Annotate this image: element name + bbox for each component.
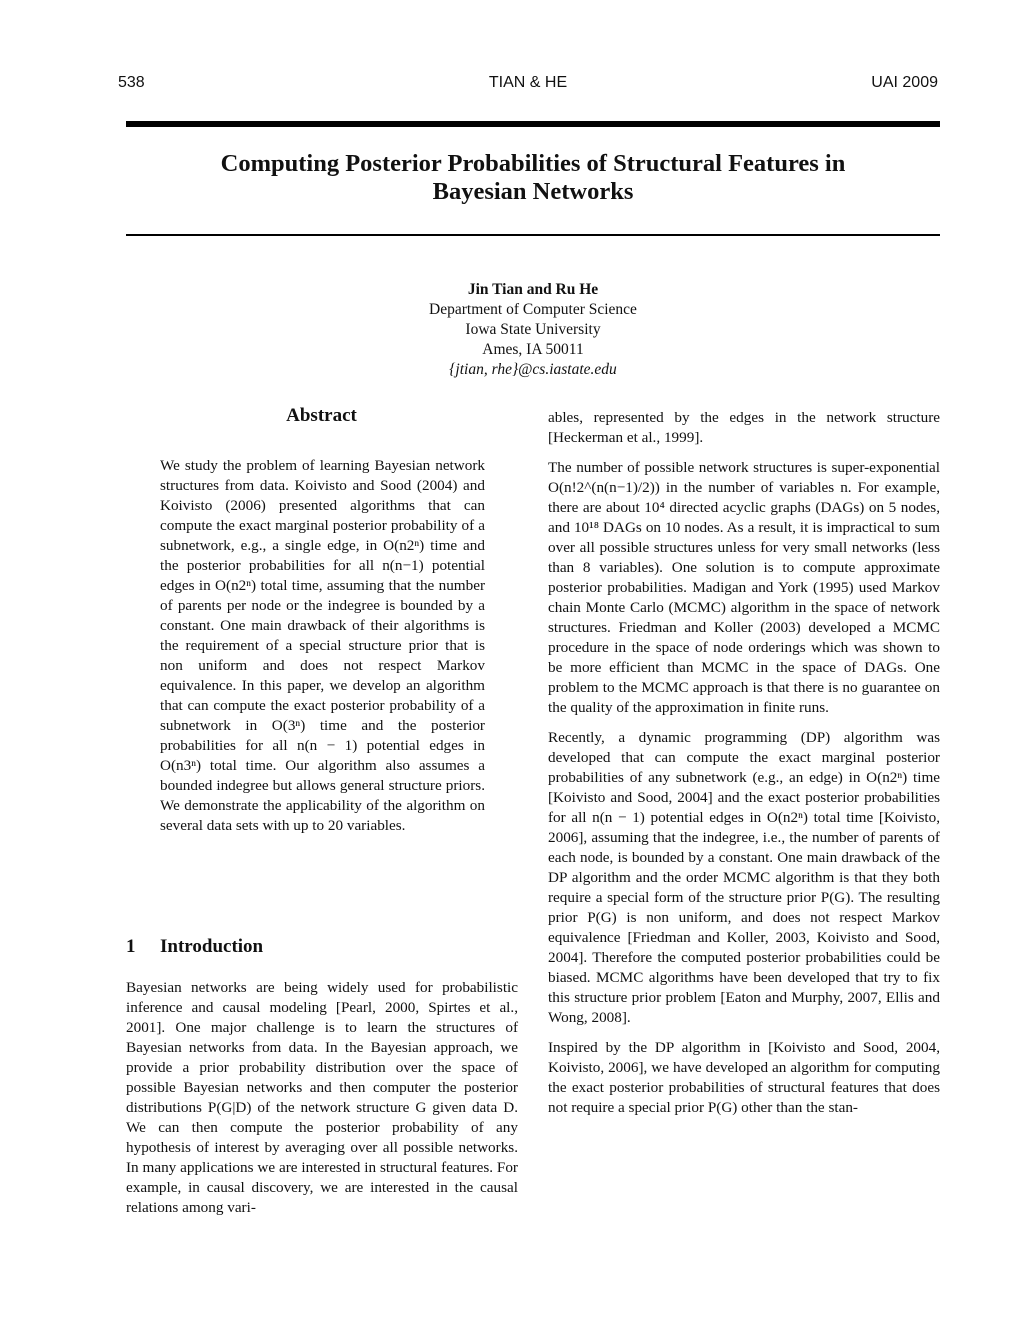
right-column xyxy=(548,408,940,1128)
title-line-1: Computing Posterior Probabilities of Structural Features in xyxy=(220,150,846,177)
paper-title xyxy=(126,150,940,206)
abstract-body xyxy=(160,456,485,846)
section-number: 1 xyxy=(126,936,136,957)
author-university: Iowa State University xyxy=(465,321,601,338)
author-department: Department of Computer Science xyxy=(429,301,637,318)
right-paragraph-0: ables, represented by the edges in the network structure [Heckerman et al., 1999]. xyxy=(548,409,940,446)
section-heading-introduction xyxy=(126,936,517,958)
title-line-2: Bayesian Networks xyxy=(432,178,634,205)
author-names: Jin Tian and Ru He xyxy=(467,281,599,298)
right-paragraph-1: The number of possible network structures is super-exponential O(n!2^(n(n−1)/2)) in the number of variables n. For example, there are about 10⁴ directed acyclic graphs (DAGs) on 5 nodes, and 10¹⁸ DAGs on 10 nodes. As a result, it is impractical to sum over all possible structures unless for very small networks (less than 8 variables). One solution is to compute approximate posterior probabilities. Madigan and York (1995) used Markov chain Monte Carlo (MCMC) algorithm in the space of network structures. Friedman and Koller (2003) developed a MCMC procedure in the space of node orderings which was shown to be more efficient than MCMC in the space of DAGs. One problem to the MCMC approach is that there is no guarantee on the quality of the approximation in finite runs. xyxy=(548,459,940,716)
section-title: Introduction xyxy=(160,936,264,957)
right-paragraph-3: Inspired by the DP algorithm in [Koivisto and Sood, 2004, Koivisto, 2006], we have developed an algorithm for computing the exact posterior probabilities of structural features that does not require a special prior P(G) other than the stan- xyxy=(548,1039,940,1116)
abstract-heading: Abstract xyxy=(286,405,357,426)
title-top-rule xyxy=(126,121,940,127)
right-paragraph-2: Recently, a dynamic programming (DP) algorithm was developed that can compute the exact marginal posterior probabilities of any subnetwork (e.g., an edge) in O(n2ⁿ) time [Koivisto and Sood, 2004] and the exact posterior probabilities for all n(n − 1) potential edges in O(n2ⁿ) total time [Koivisto, 2006], assuming that the indegree, i.e., the number of parents of each node, is bounded by a constant. One main drawback of the DP algorithm and the order MCMC algorithm is that they both require a special form of the structure prior P(G). The resulting prior P(G) is non uniform, and does not respect Markov equivalence [Friedman and Koller, 2003, Koivisto and Sood, 2004]. Therefore the computed posterior probabilities could be biased. MCMC algorithms have been developed that try to fix this structure prior problem [Eaton and Murphy, 2007, Ellis and Wong, 2008]. xyxy=(548,729,940,1026)
author-email: {jtian, rhe}@cs.iastate.edu xyxy=(449,361,617,378)
author-address: Ames, IA 50011 xyxy=(482,341,584,358)
venue-label: UAI 2009 xyxy=(871,74,938,91)
abstract-text: We study the problem of learning Bayesian network structures from data. Koivisto and Sood (2004) and Koivisto (2006) presented algorithms that can compute the exact marginal posterior probability of a subnetwork, e.g., a single edge, in O(n2ⁿ) time and the posterior probabilities for all n(n−1) potential edges in O(n2ⁿ) total time, assuming that the number of parents per node or the indegree is bounded by a constant. One main drawback of their algorithms is the requirement of a special structure prior that is non uniform and does not respect Markov equivalence. In this paper, we develop an algorithm that can compute the exact posterior probability of a subnetwork in O(3ⁿ) time and the posterior probabilities for all n(n − 1) potential edges in O(n3ⁿ) total time. Our algorithm also assumes a bounded indegree but allows general structure priors. We demonstrate the applicability of the algorithm on several data sets with up to 20 variables. xyxy=(160,457,485,834)
title-bottom-rule xyxy=(126,234,940,236)
page-header xyxy=(118,74,938,98)
intro-paragraph-1: Bayesian networks are being widely used for probabilistic inference and causal modeling [Pearl, 2000, Spirtes et al., 2001]. One major challenge is to learn the structures of Bayesian networks from data. In the Bayesian approach, we provide a prior probability distribution over the space of possible Bayesian networks and then computer the posterior distributions P(G|D) of the network structure G given data D. We can then compute the posterior probability of any hypothesis of interest by averaging over all possible networks. In many applications we are interested in structural features. For example, in causal discovery, we are interested in the causal relations among vari- xyxy=(126,979,518,1216)
author-block xyxy=(126,280,940,380)
introduction-body xyxy=(126,978,518,1228)
page-number: 538 xyxy=(118,74,145,91)
running-title: TIAN & HE xyxy=(488,74,568,91)
